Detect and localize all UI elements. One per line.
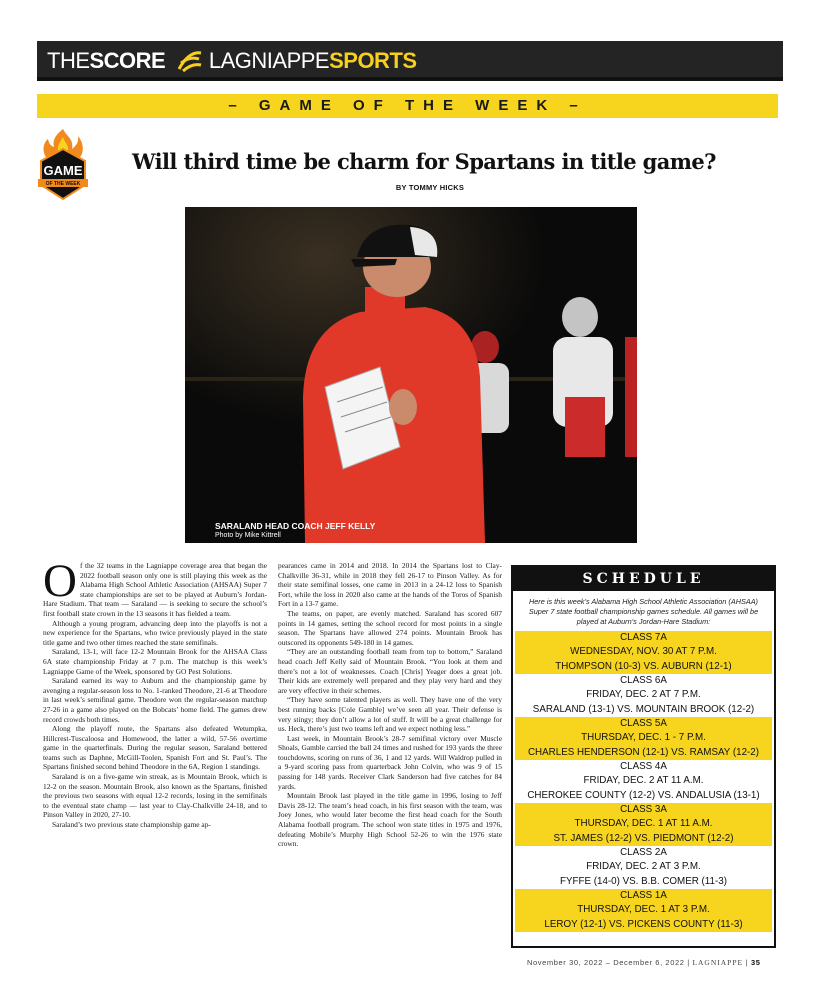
article-paragraph: f the 32 teams in the Lagniappe coverage area that began the 2022 football season only one is still playing this week as the Alabama High School Athletic Association (AHSAA) Super 7 state championships are set to be played at Auburn’s Jordan-Hare Stadium. That team — Saraland — is seeking to secure the school’s first football state crown in the 13 seasons it has fielded a team. bbox=[43, 561, 267, 618]
game-when: WEDNESDAY, NOV. 30 AT 7 P.M. bbox=[570, 646, 717, 658]
game-matchup: ST. JAMES (12-2) VS. PIEDMONT (12-2) bbox=[553, 832, 734, 844]
game-class: CLASS 4A bbox=[620, 761, 667, 772]
banner-the: THE bbox=[47, 48, 90, 73]
badge-game-text: GAME bbox=[43, 163, 83, 178]
game-of-the-week-badge-icon bbox=[38, 127, 88, 203]
schedule-game-3a bbox=[515, 803, 772, 846]
game-matchup: FYFFE (14-0) VS. B.B. COMER (11-3) bbox=[560, 875, 727, 887]
schedule-intro: Here is this week’s Alabama High School Athletic Association (AHSAA) Super 7 state football championship games schedule. All games will be played at Auburn’s Jordan-Hare Stadium: bbox=[528, 597, 759, 626]
article-paragraph: pearances came in 2014 and 2018. In 2014 the Spartans lost to Clay-Chalkville 36-31, while in 2018 they fell 26-17 to Pinson Valley. As for their state semifinal losses, one came in 2013 in a 24-12 loss to Spanish Fort, while the loss in 2020 also came at the hands of the Toros of Spanish Fort in a 13-7 game. bbox=[278, 561, 502, 609]
coach-photo-illustration bbox=[185, 207, 637, 543]
footer-date: November 30, 2022 – December 6, 2022 bbox=[527, 958, 685, 967]
game-when: THURSDAY, DEC. 1 AT 3 P.M. bbox=[577, 904, 710, 916]
badge-ribbon-text: OF THE WEEK bbox=[45, 181, 81, 187]
schedule-box bbox=[511, 565, 776, 948]
drop-cap: O bbox=[43, 555, 77, 607]
article-paragraph: Saraland’s two previous state championship game ap- bbox=[52, 820, 211, 830]
schedule-game-5a bbox=[515, 717, 772, 760]
banner-lagniappe: LAGNIAPPE bbox=[208, 48, 330, 73]
game-when: FRIDAY, DEC. 2 AT 3 P.M. bbox=[586, 861, 701, 873]
schedule-game-4a bbox=[515, 760, 772, 803]
swirl-logo-icon bbox=[175, 49, 205, 73]
page-number: 35 bbox=[751, 958, 761, 967]
schedule-game-2a bbox=[515, 846, 772, 889]
article-paragraph: Mountain Brook last played in the title game in 1996, losing to Jeff Davis 28-12. The team’s head coach, in his first season with the team, was Joey Jones, who would later become the first head coach for the South Alabama football program. The school won state titles in 1975 and 1976, defeating Mobile’s Murphy High School 52-26 to win the 1976 state crown. bbox=[278, 791, 502, 849]
article-paragraph: Along the playoff route, the Spartans also defeated Wetumpka, Hillcrest-Tuscaloosa and Homewood, the latter a wild, 57-56 overtime game in the quarterfinals. During the regular season, Saraland bettered teams such as Daphne, McGill-Toolen, Spanish Fort and St. Paul’s. The Spartans finished second behind Theodore in the 6A, Region 1 standings. bbox=[43, 724, 267, 772]
game-class: CLASS 3A bbox=[620, 804, 667, 815]
game-matchup: CHEROKEE COUNTY (12-2) VS. ANDALUSIA (13-1) bbox=[527, 789, 760, 801]
game-matchup: SARALAND (13-1) VS. MOUNTAIN BROOK (12-2) bbox=[532, 703, 755, 715]
page-footer bbox=[527, 958, 787, 967]
game-matchup: CHARLES HENDERSON (12-1) VS. RAMSAY (12-2) bbox=[527, 746, 759, 758]
footer-divider: | bbox=[687, 958, 693, 967]
article-paragraph: Although a young program, advancing deep into the playoffs is not a new experience for the Spartans, who twice previously played in the state title game and two other times reached the state semifinals. bbox=[43, 618, 267, 647]
schedule-game-7a bbox=[515, 631, 772, 674]
article-paragraph: “They have some talented players as well. They have one of the very best running backs [Cole Gamble] we’ve seen all year. Their defense is very stingy; they don’t allow a lot of stuff. It will be a great challenge for us. Heck, there’s just two teams left and we expect nothing less.” bbox=[278, 695, 502, 734]
footer-divider: | bbox=[745, 958, 752, 967]
article-byline: BY TOMMY HICKS bbox=[395, 183, 465, 192]
banner-sports: SPORTS bbox=[329, 48, 417, 73]
banner-score: SCORE bbox=[89, 48, 166, 73]
game-class: CLASS 5A bbox=[620, 718, 667, 729]
game-when: THURSDAY, DEC. 1 - 7 P.M. bbox=[581, 732, 706, 744]
banner-edge bbox=[37, 77, 783, 81]
article-photo bbox=[185, 207, 637, 543]
game-class: CLASS 6A bbox=[620, 675, 667, 686]
banner-wordmark bbox=[47, 49, 417, 73]
article-paragraph: Saraland earned its way to Auburn and the championship game by avenging a regular-season loss to No. 1-ranked Theodore, 21-6 at Theodore in last week’s semifinal game. Theodore won the regular-season matchup 27-26 in a game also played on the Bobcats’ home field. The games drew record crowds both times. bbox=[43, 676, 267, 724]
footer-publication: LAGNIAPPE bbox=[692, 958, 744, 967]
game-matchup: LEROY (12-1) VS. PICKENS COUNTY (11-3) bbox=[544, 918, 743, 930]
game-matchup: THOMPSON (10-3) VS. AUBURN (12-1) bbox=[555, 660, 732, 672]
schedule-game-6a bbox=[515, 674, 772, 717]
article-paragraph: Last week, in Mountain Brook’s 28-7 semifinal victory over Muscle Shoals, Gamble carried the ball 24 times and rushed for 193 yards the three touchdowns, scoring on runs of 36, 1 and 12 yards. Will Waldrop pulled in a 9-yard scoring pass from quarterback John Colvin, who was 9 of 15 passing for 148 yards. Receiver Clark Sanderson had five catches for 84 yards. bbox=[278, 733, 502, 791]
game-when: FRIDAY, DEC. 2 AT 11 A.M. bbox=[583, 775, 704, 787]
article-headline: Will third time be charm for Spartans in title game? bbox=[132, 149, 716, 174]
schedule-games bbox=[513, 631, 774, 932]
article-paragraph: “They are an outstanding football team from top to bottom,” Saraland head coach Jeff Kelly said of Mountain Brook. “You look at them and there’s not a lot of weaknesses. Coach [Chris] Yeager does a great job. Their kids are extremely well prepared and they play very hard and they are very effective in their schemes. bbox=[278, 647, 502, 695]
game-class: CLASS 2A bbox=[620, 847, 667, 858]
section-banner bbox=[37, 41, 783, 81]
article-paragraph: The teams, on paper, are evenly matched. Saraland has scored 607 points in 14 games, setting the school record for most points in a single season. The Spartans have allowed 274 points. Mountain Brook has outscored its opponents 549-180 in 14 games. bbox=[278, 608, 502, 647]
schedule-title: SCHEDULE bbox=[513, 567, 774, 591]
article-column-2 bbox=[278, 561, 502, 849]
game-when: FRIDAY, DEC. 2 AT 7 P.M. bbox=[586, 689, 701, 701]
schedule-game-1a bbox=[515, 889, 772, 932]
photo-caption: SARALAND HEAD COACH JEFF KELLY bbox=[215, 521, 376, 531]
article-paragraph: Saraland, 13-1, will face 12-2 Mountain Brook for the AHSAA Class 6A state championship Friday at 7 p.m. The matchup is this week’s Lagniappe Game of the Week, sponsored by GO Pest Solutions. bbox=[43, 647, 267, 676]
game-of-the-week-strip: – GAME OF THE WEEK – bbox=[37, 94, 778, 118]
game-class: CLASS 7A bbox=[620, 632, 667, 643]
article-paragraph: Saraland is on a five-game win streak, as is Mountain Brook, which is 12-2 on the season. Mountain Brook, also known as the Spartans, finished the previous two seasons with equal 12-2 records, losing in the semifinals to the eventual state champ — last year to Clay-Chalkville 24-18, and to Pinson Valley in 2020, 27-10. bbox=[43, 772, 267, 820]
game-class: CLASS 1A bbox=[620, 890, 667, 901]
game-when: THURSDAY, DEC. 1 AT 11 A.M. bbox=[574, 818, 713, 830]
photo-credit: Photo by Mike Kittrell bbox=[215, 532, 281, 539]
article-column-1 bbox=[43, 555, 267, 830]
